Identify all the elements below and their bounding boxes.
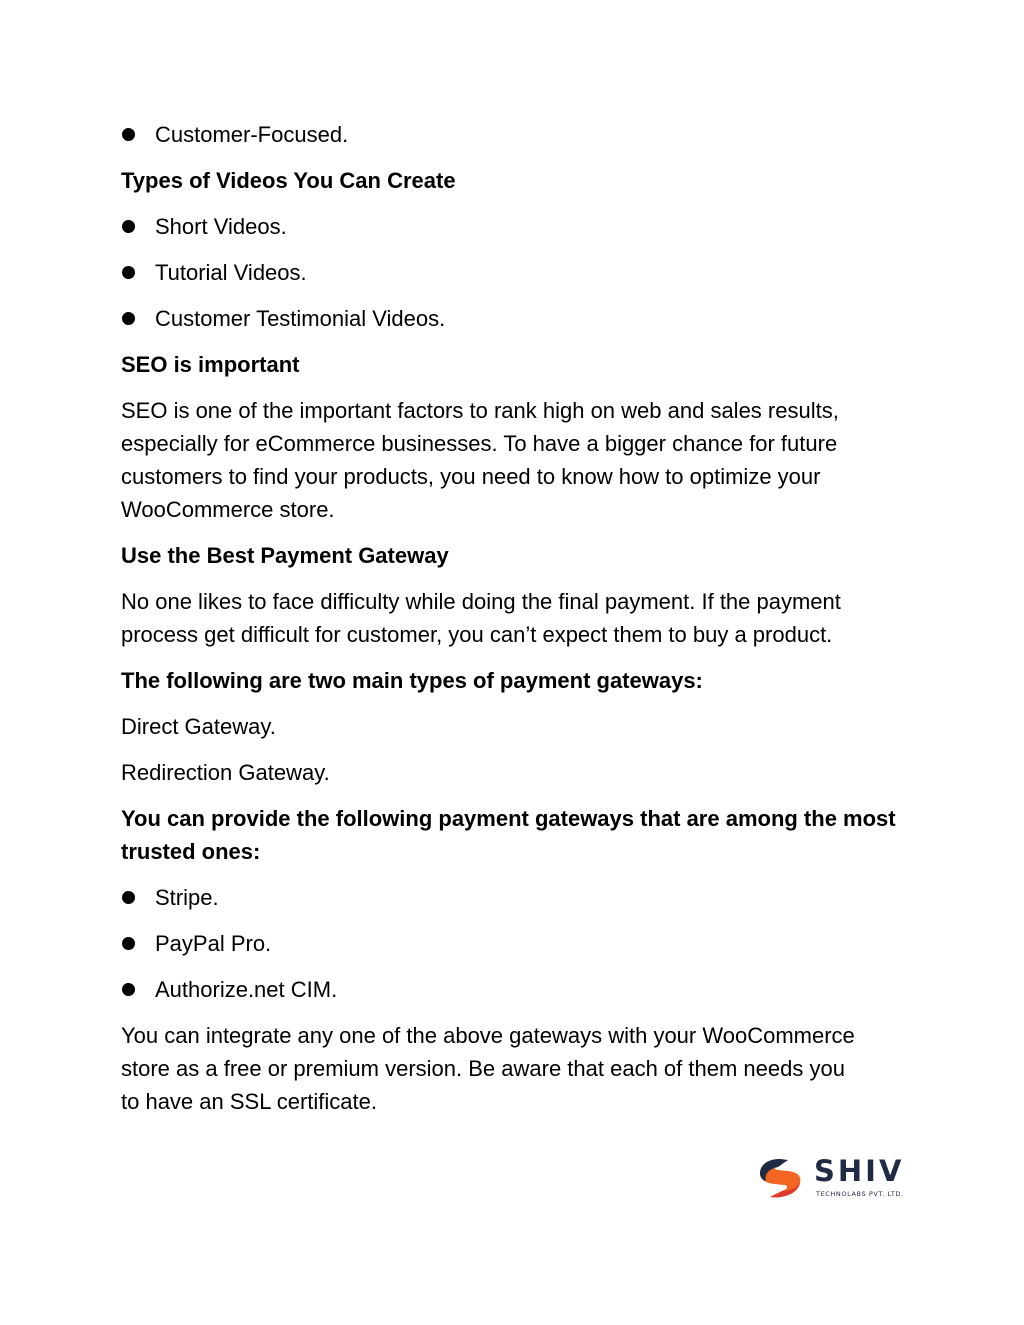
shiv-logo-mark-icon bbox=[754, 1155, 806, 1201]
bullet-dot-icon bbox=[122, 128, 135, 141]
heading-video-types: Types of Videos You Can Create bbox=[121, 168, 456, 193]
heading-gateway-types: The following are two main types of payment gateways: bbox=[121, 668, 703, 693]
paragraph-line: especially for eCommerce businesses. To have a bigger chance for future bbox=[121, 431, 838, 456]
bullet-item bbox=[121, 256, 911, 289]
bullet-item bbox=[121, 210, 911, 243]
paragraph-line: process get difficult for customer, you can’t expect them to buy a product. bbox=[121, 622, 833, 647]
gateway-type: Redirection Gateway. bbox=[121, 760, 330, 785]
bullet-dot-icon bbox=[122, 312, 135, 325]
heading-line: You can provide the following payment gateways that are among the most bbox=[121, 806, 896, 831]
heading-trusted bbox=[121, 802, 911, 868]
bullet-text: Tutorial Videos. bbox=[155, 260, 307, 285]
bullet-item bbox=[121, 881, 911, 914]
bullet-item bbox=[121, 927, 911, 960]
heading-payment: Use the Best Payment Gateway bbox=[121, 543, 449, 568]
heading-line: trusted ones: bbox=[121, 839, 261, 864]
bullet-dot-icon bbox=[122, 937, 135, 950]
bullet-text: Customer Testimonial Videos. bbox=[155, 306, 446, 331]
bullet-text: Authorize.net CIM. bbox=[155, 977, 338, 1002]
paragraph-line: No one likes to face difficulty while doing the final payment. If the payment bbox=[121, 589, 841, 614]
paragraph-line: to have an SSL certificate. bbox=[121, 1089, 377, 1114]
bullet-text: Stripe. bbox=[155, 885, 219, 910]
bullet-dot-icon bbox=[122, 891, 135, 904]
seo-paragraph bbox=[121, 394, 911, 526]
bullet-text: PayPal Pro. bbox=[155, 931, 272, 956]
bullet-dot-icon bbox=[122, 266, 135, 279]
payment-paragraph bbox=[121, 585, 911, 651]
gateway-type: Direct Gateway. bbox=[121, 714, 276, 739]
company-logo bbox=[754, 1153, 904, 1205]
bullet-dot-icon bbox=[122, 220, 135, 233]
bullet-text: Customer-Focused. bbox=[155, 122, 349, 147]
logo-subtitle: TECHNOLABS PVT. LTD. bbox=[816, 1190, 904, 1198]
bullet-dot-icon bbox=[122, 983, 135, 996]
paragraph-line: SEO is one of the important factors to rank high on web and sales results, bbox=[121, 398, 839, 423]
document-body bbox=[121, 118, 911, 1118]
bullet-text: Short Videos. bbox=[155, 214, 287, 239]
bullet-item bbox=[121, 302, 911, 335]
bullet-item bbox=[121, 118, 911, 151]
closing-paragraph bbox=[121, 1019, 911, 1118]
paragraph-line: customers to find your products, you need to know how to optimize your bbox=[121, 464, 821, 489]
paragraph-line: WooCommerce store. bbox=[121, 497, 335, 522]
heading-seo: SEO is important bbox=[121, 352, 300, 377]
bullet-item bbox=[121, 973, 911, 1006]
paragraph-line: You can integrate any one of the above gateways with your WooCommerce bbox=[121, 1023, 855, 1048]
paragraph-line: store as a free or premium version. Be aware that each of them needs you bbox=[121, 1056, 845, 1081]
logo-wordmark: SHIV bbox=[814, 1154, 905, 1188]
